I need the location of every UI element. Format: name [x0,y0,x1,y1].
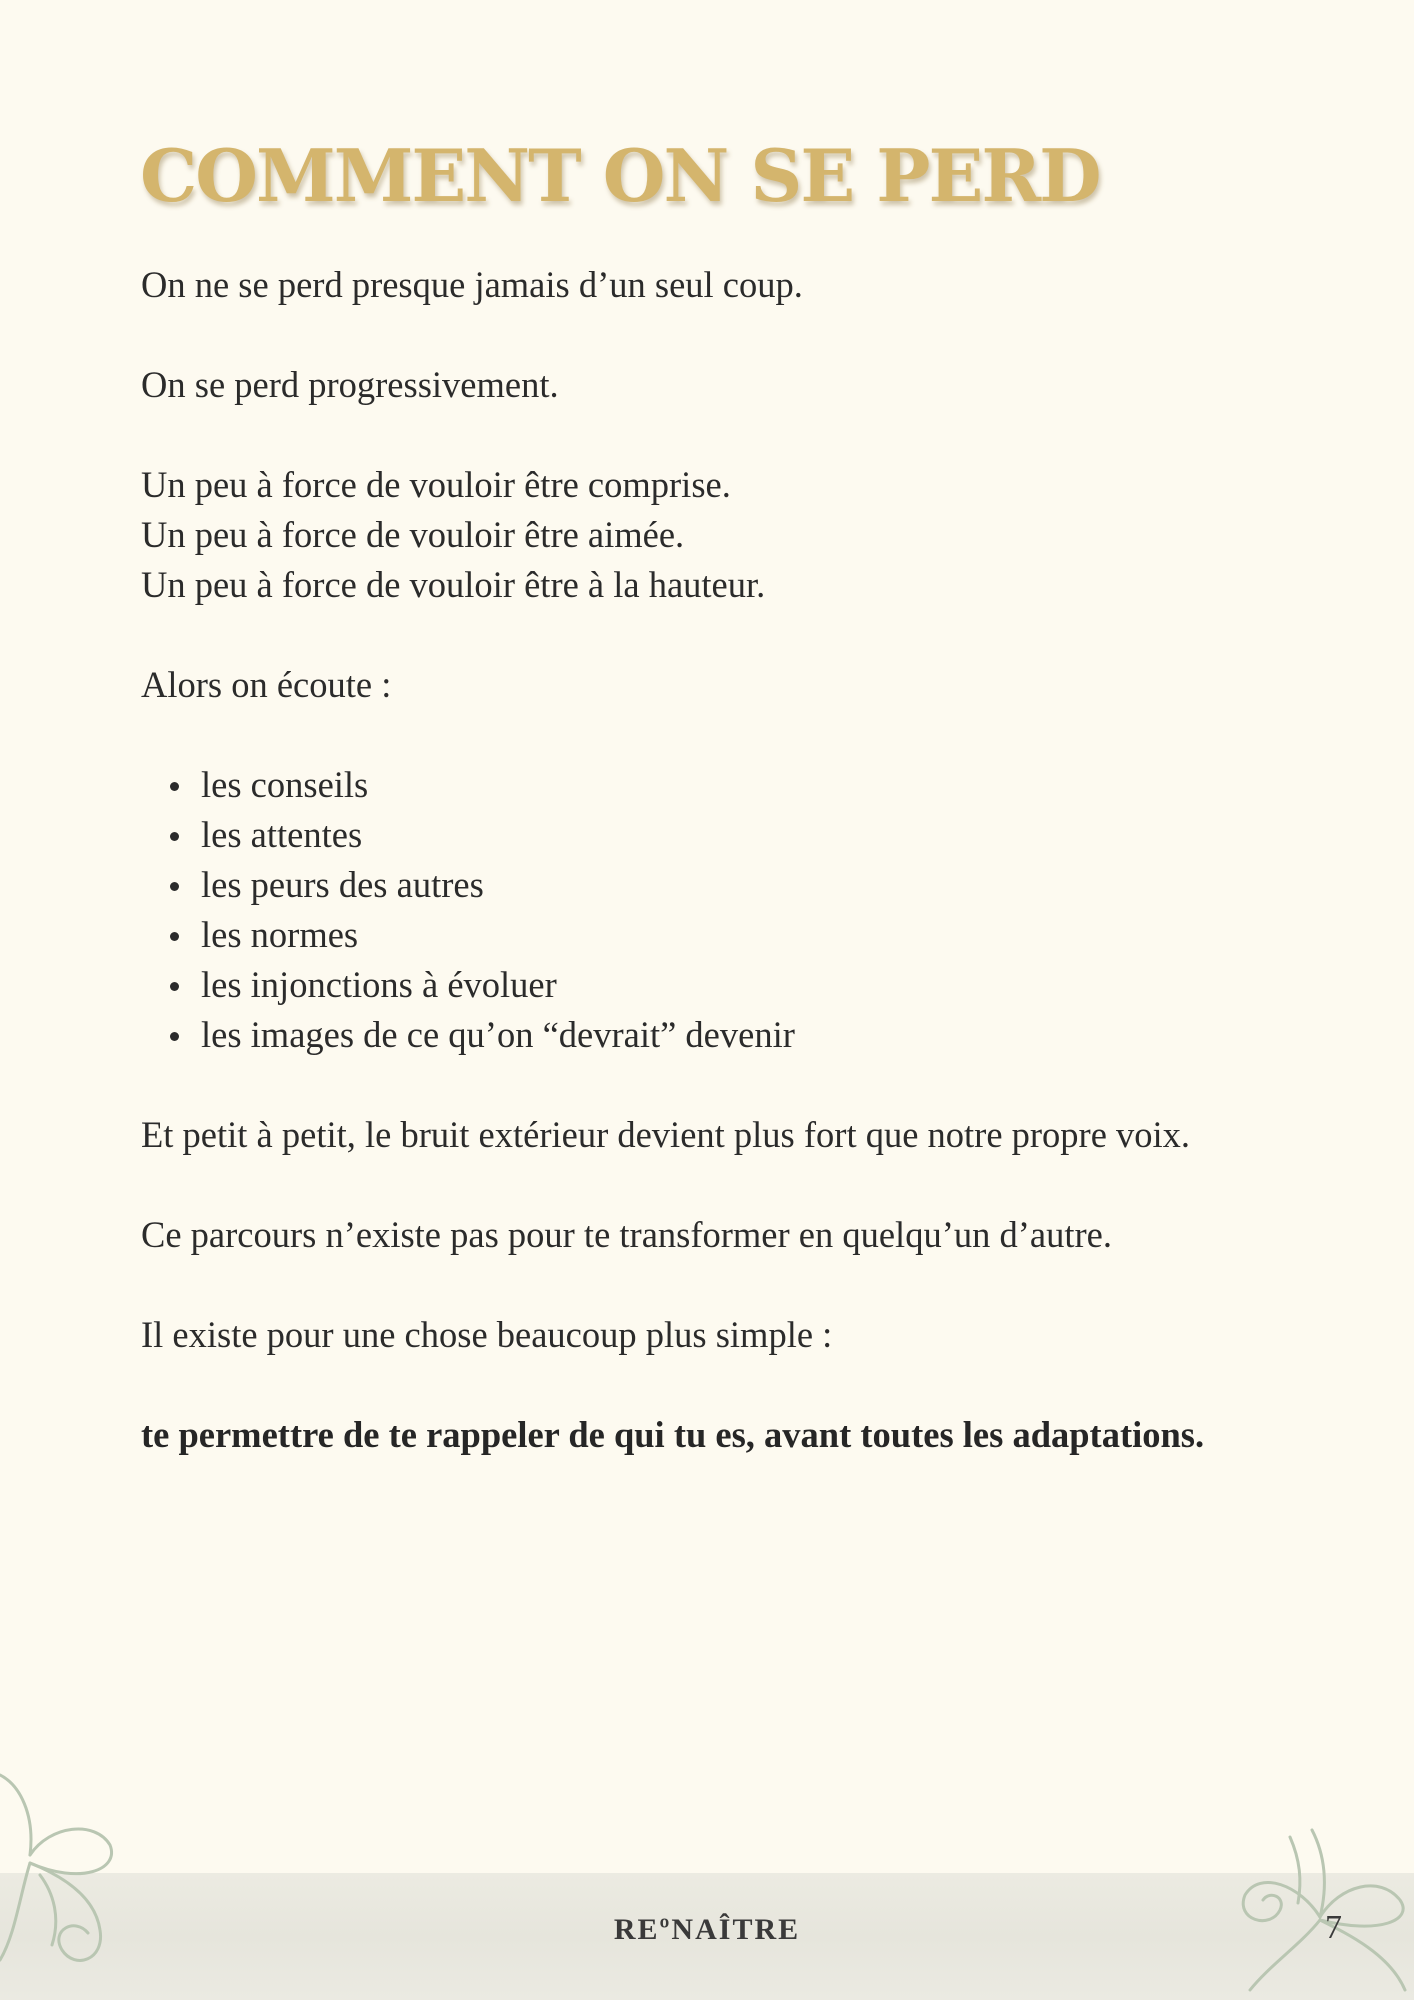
list-item: les conseils [201,760,1291,810]
paragraph: Il existe pour une chose beaucoup plus simple : [141,1314,833,1355]
list-item: les attentes [201,810,1291,860]
paragraph: Ce parcours n’existe pas pour te transformer en quelqu’un d’autre. [141,1214,1112,1255]
stanza-line: Un peu à force de vouloir être à la hauteur. [141,564,766,605]
list-item: les normes [201,910,1291,960]
paragraph: Et petit à petit, le bruit extérieur devient plus fort que notre propre voix. [141,1114,1191,1155]
page-content [141,260,1291,1510]
swirl-flourish-icon [0,1745,140,2000]
list-intro: Alors on écoute : [141,664,392,705]
stanza [141,460,1291,610]
paragraph: On ne se perd presque jamais d’un seul coup. [141,264,803,305]
list-item: les injonctions à évoluer [201,960,1291,1010]
paragraph: On se perd progressivement. [141,364,559,405]
footer-brand: REºNAÎTRE [613,1913,801,1946]
list-item: les images de ce qu’on “devrait” devenir [201,1010,1291,1060]
emphasis-statement: te permettre de te rappeler de qui tu es, avant toutes les adaptations. [141,1414,1205,1455]
list-item: les peurs des autres [201,860,1291,910]
page-number: 7 [1325,1909,1342,1946]
stanza-line: Un peu à force de vouloir être aimée. [141,514,685,555]
stanza-line: Un peu à force de vouloir être comprise. [141,464,731,505]
bullet-list [141,760,1291,1060]
page-title: COMMENT ON SE PERD [140,133,1100,218]
